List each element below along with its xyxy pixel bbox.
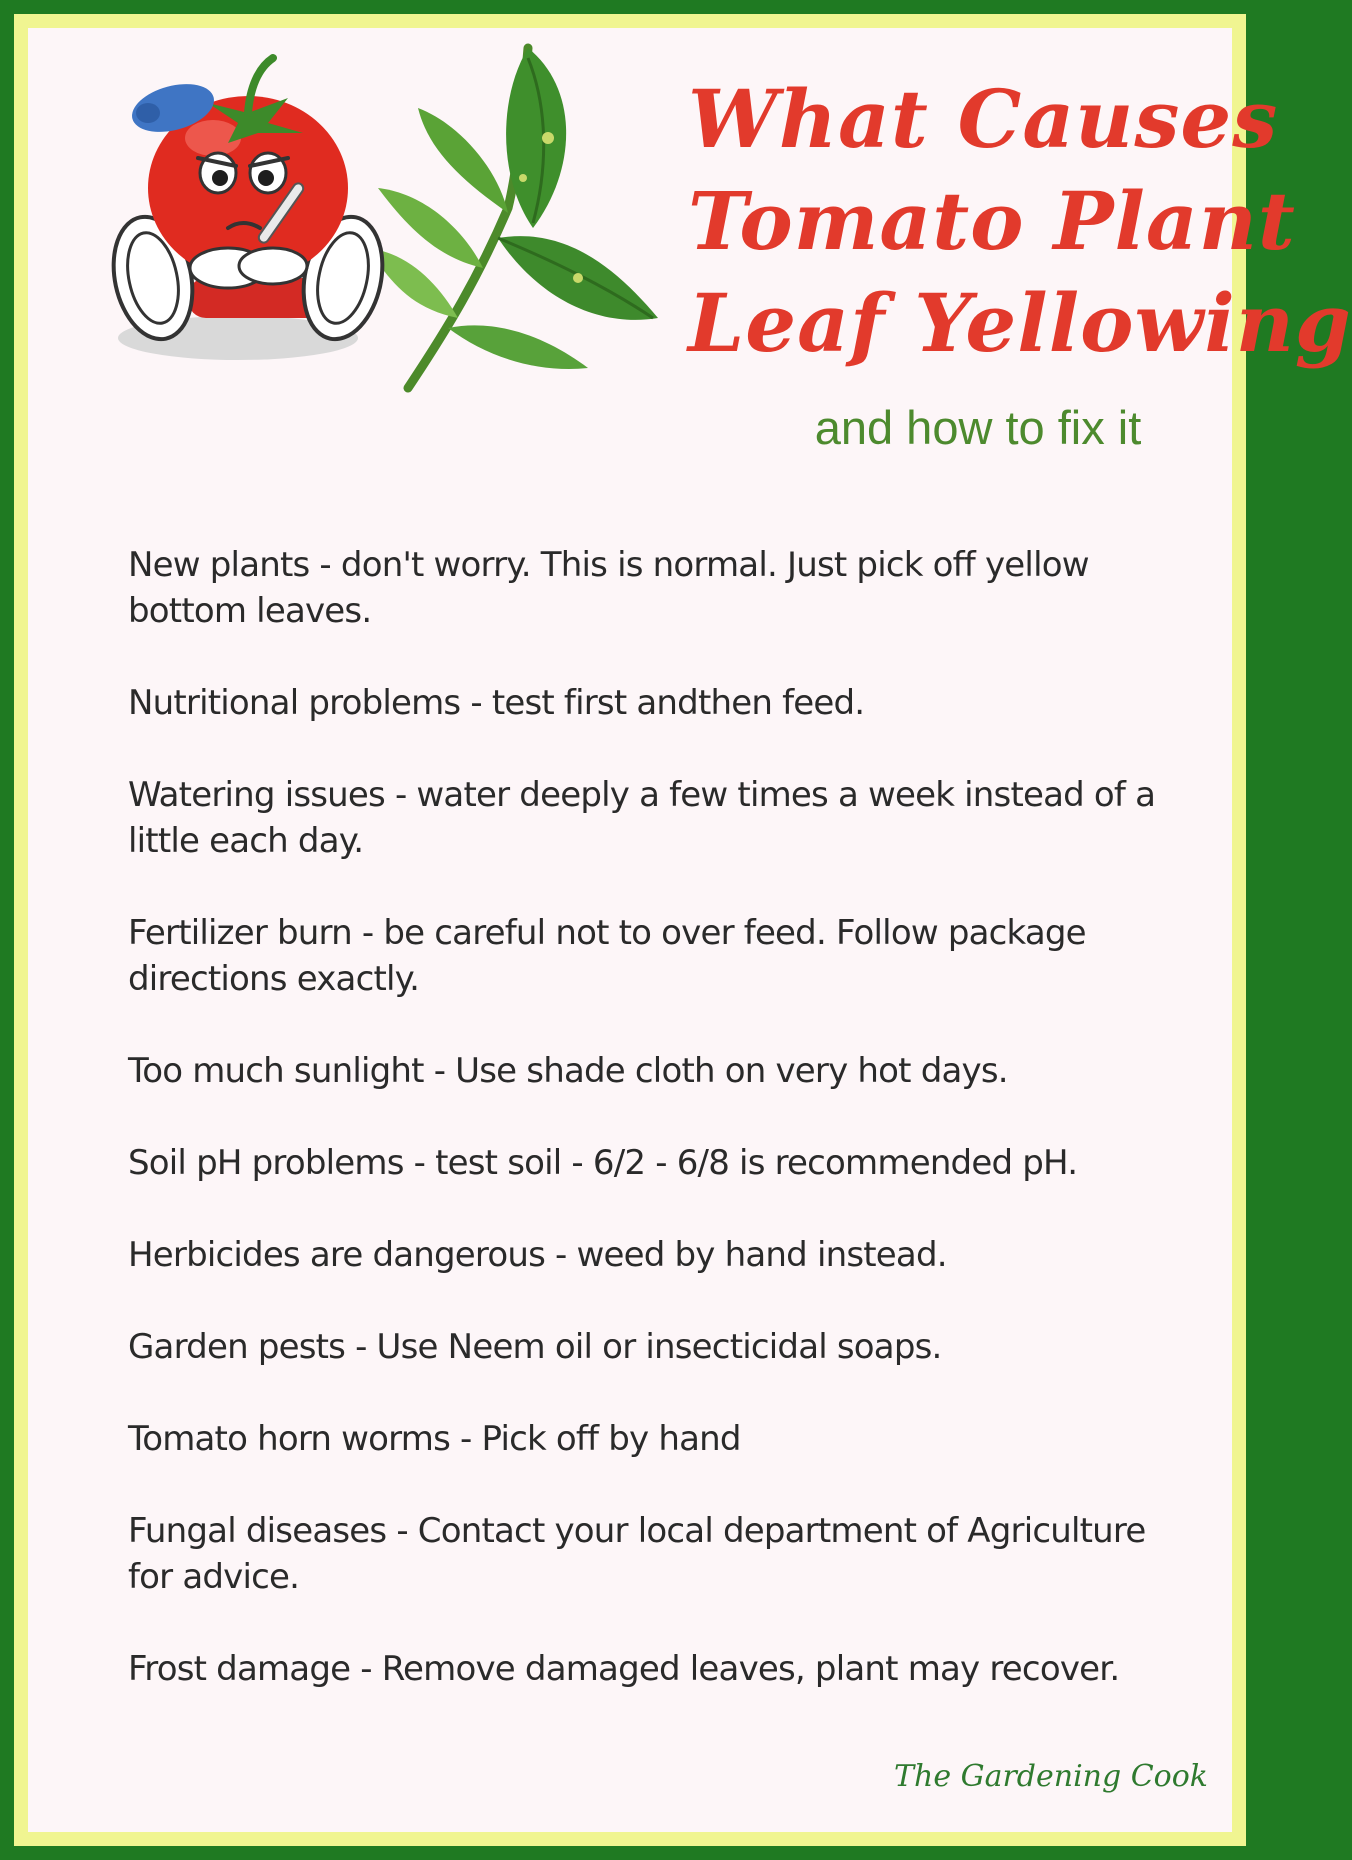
tip-item: Fungal diseases - Contact your local department of Agriculture for advice. (128, 1511, 1146, 1597)
tip-item: Tomato horn worms - Pick off by hand (128, 1419, 741, 1459)
subtitle: and how to fix it (814, 401, 1142, 454)
tip-item: Garden pests - Use Neem oil or insecticidal soaps. (128, 1327, 942, 1367)
tip-item: Herbicides are dangerous - weed by hand instead. (128, 1235, 947, 1275)
infographic-card (28, 28, 1352, 1832)
tips-list (128, 542, 1188, 1738)
tip-item: Nutritional problems - test first andthen feed. (128, 683, 865, 723)
tip-item: Soil pH problems - test soil - 6/2 - 6/8 is recommended pH. (128, 1143, 1078, 1183)
title-line-3: Leaf Yellowing (688, 276, 1352, 370)
page-title (688, 68, 1352, 374)
tomato-leaf-icon (368, 48, 658, 388)
brand-credit: The Gardening Cook (893, 1759, 1208, 1794)
tip-item: Frost damage - Remove damaged leaves, plant may recover. (128, 1649, 1120, 1689)
tip-item: Fertilizer burn - be careful not to over feed. Follow package directions exactly. (128, 913, 1086, 999)
tip-item: Too much sunlight - Use shade cloth on very hot days. (128, 1051, 1008, 1091)
tip-item: Watering issues - water deeply a few times a week instead of a little each day. (128, 775, 1156, 861)
sick-tomato-icon (103, 58, 393, 360)
title-line-1: What Causes (688, 72, 1279, 166)
title-line-2: Tomato Plant (688, 174, 1296, 268)
header-illustration (78, 28, 728, 448)
tip-item: New plants - don't worry. This is normal. Just pick off yellow bottom leaves. (128, 545, 1089, 631)
